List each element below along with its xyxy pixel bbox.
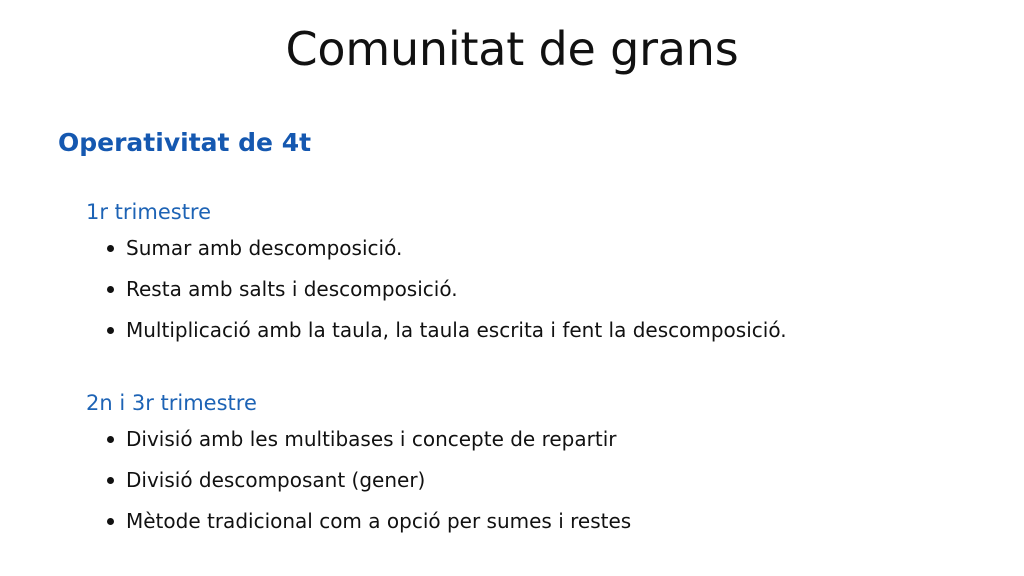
list-item-text: Resta amb salts i descomposició. [126,277,458,301]
bullet-icon [107,286,114,293]
list-item [86,276,787,302]
bullet-list [86,235,787,343]
list-item-text: Divisió amb les multibases i concepte de repartir [126,427,617,451]
list-item-text: Divisió descomposant (gener) [126,468,426,492]
bullet-icon [107,518,114,525]
bullet-icon [107,245,114,252]
section-first-term [86,197,787,358]
list-item [86,508,631,534]
list-item [86,426,631,452]
bullet-icon [107,477,114,484]
bullet-list [86,426,631,534]
slide-heading: Operativitat de 4t [58,128,312,157]
list-item [86,317,787,343]
slide-title: Comunitat de grans [285,22,739,76]
bullet-icon [107,436,114,443]
list-item-text: Multiplicació amb la taula, la taula escrita i fent la descomposició. [126,318,787,342]
section-title: 2n i 3r trimestre [86,391,257,415]
list-item-text: Sumar amb descomposició. [126,236,403,260]
bullet-icon [107,327,114,334]
list-item [86,467,631,493]
list-item-text: Mètode tradicional com a opció per sumes i restes [126,509,632,533]
section-second-third-term [86,388,631,549]
section-title: 1r trimestre [86,200,212,224]
list-item [86,235,787,261]
